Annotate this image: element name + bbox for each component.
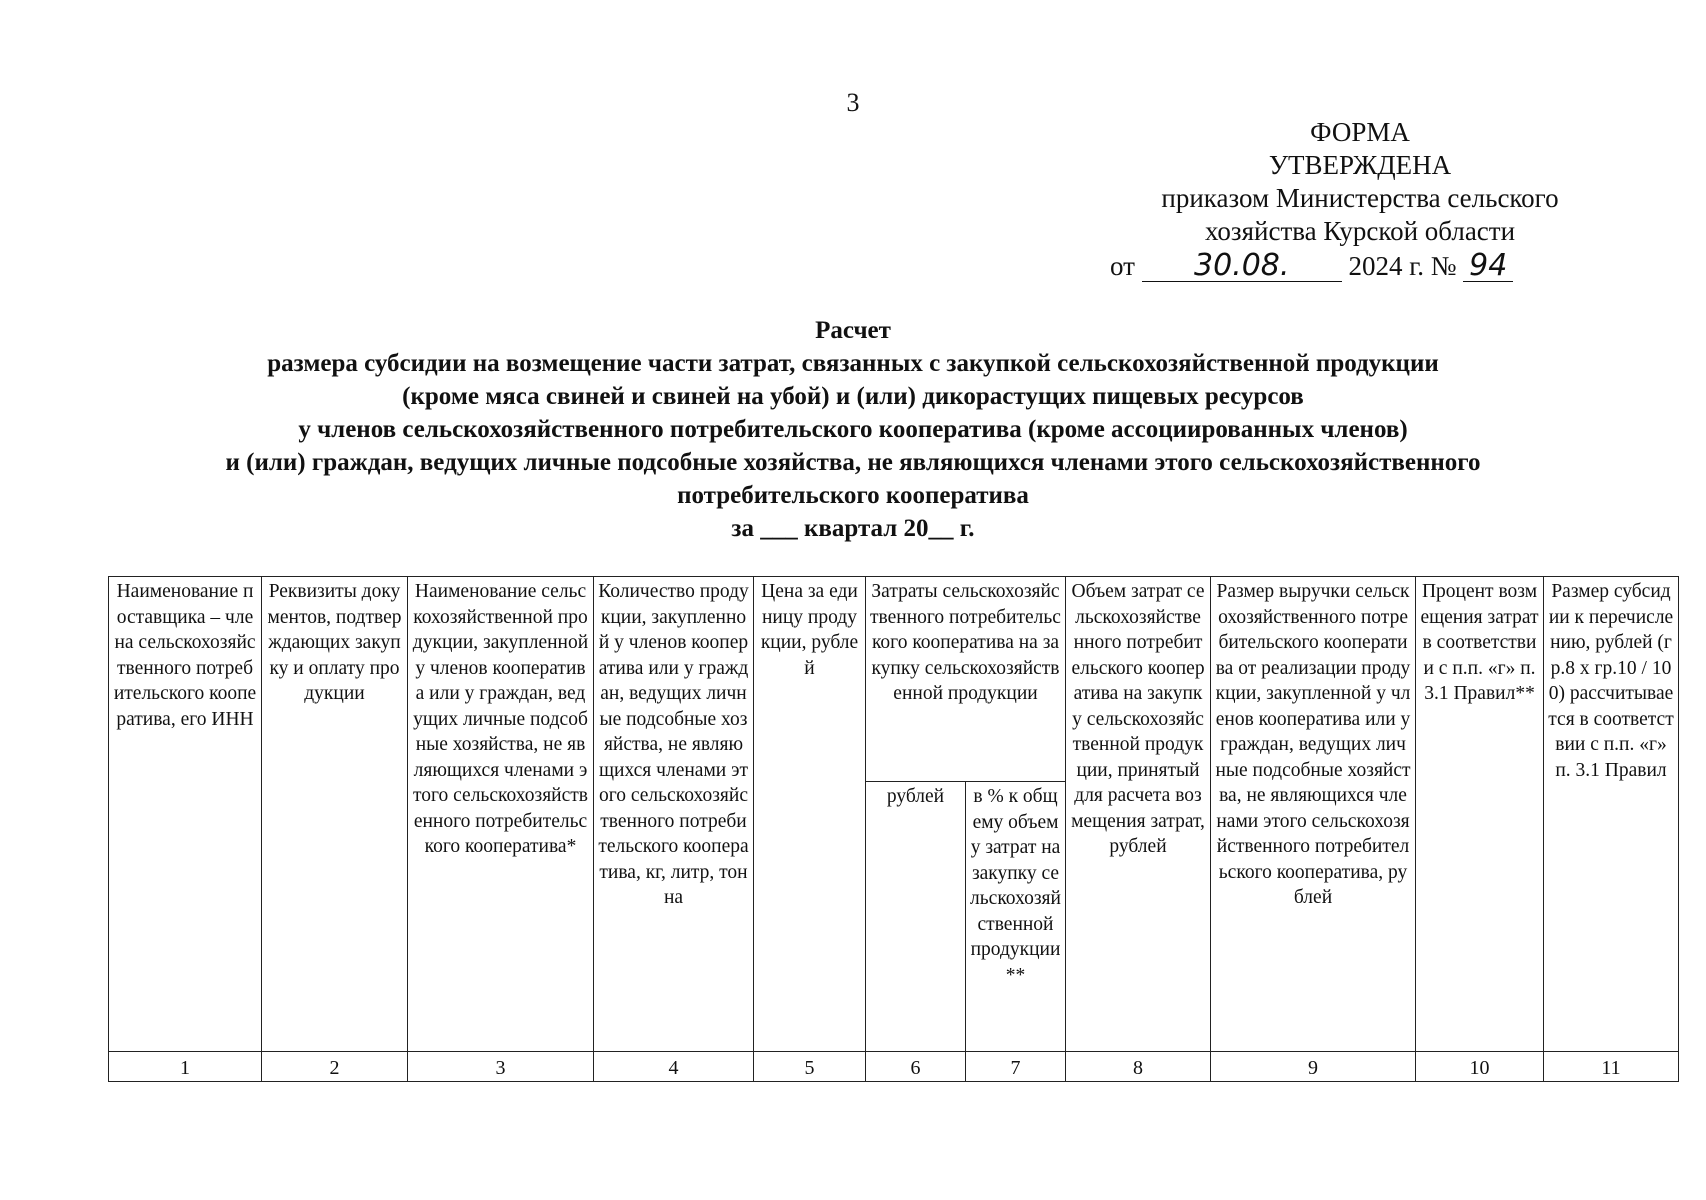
header-reimbursement-percent: Процент возмещения затрат в соответствии с п.п. «г» п.3.1 Правил** [1416, 577, 1544, 1052]
approval-ministry-line: хозяйства Курской области [1204, 216, 1516, 246]
column-number: 9 [1211, 1052, 1416, 1082]
calculation-table [108, 576, 1679, 1082]
approval-from-label: от [1110, 251, 1135, 281]
approval-date-row [1080, 250, 1640, 283]
table-header-row [109, 577, 1679, 782]
header-supplier: Наименование поставщика – члена сельскохозяйственного потребительского кооператива, его ИНН [109, 577, 262, 1052]
column-number: 7 [966, 1052, 1066, 1082]
column-number: 11 [1544, 1052, 1679, 1082]
title-line-7: за ___ квартал 20__ г. [731, 515, 975, 542]
column-number: 10 [1416, 1052, 1544, 1082]
title-line-5: и (или) граждан, ведущих личные подсобные хозяйства, не являющихся членами этого сельскохозяйственного [225, 449, 1481, 476]
header-quantity: Количество продукции, закупленной у членов кооператива или у граждан, ведущих личные подсобные хозяйства, не являющихся членами этого сельскохозяйственного потребительского кооператива, кг, литр, тонна [594, 577, 754, 1052]
approval-form-label: ФОРМА [1310, 117, 1410, 147]
subheader-rubles: рублей [866, 782, 966, 1052]
approval-stamp [1080, 116, 1640, 283]
header-revenue: Размер выручки сельскохозяйственного потребительского кооператива от реализации продукции, закупленной у членов кооператива или у граждан, ведущих личные подсобные хозяйства, не являющихся членами этого сельскохозяйственного потребительского кооператива, рублей [1211, 577, 1416, 1052]
title-line-6: потребительского кооператива [677, 482, 1029, 509]
title-line-4: у членов сельскохозяйственного потребительского кооператива (кроме ассоциированных членов) [298, 416, 1408, 443]
column-number: 2 [262, 1052, 408, 1082]
approval-approved-label: УТВЕРЖДЕНА [1268, 150, 1452, 180]
column-number: 6 [866, 1052, 966, 1082]
column-number: 8 [1066, 1052, 1211, 1082]
title-line-2: размера субсидии на возмещение части затрат, связанных с закупкой сельскохозяйственной продукции [267, 350, 1439, 377]
header-cost-volume: Объем затрат сельскохозяйственного потребительского кооператива на закупку сельскохозяйственной продукции, принятый для расчета возмещения затрат, рублей [1066, 577, 1211, 1052]
column-number: 4 [594, 1052, 754, 1082]
column-number: 3 [408, 1052, 594, 1082]
page-number: 3 [846, 88, 860, 117]
header-costs: Затраты сельскохозяйственного потребительского кооператива на закупку сельскохозяйственной продукции [866, 577, 1066, 782]
title-line-1: Расчет [815, 317, 891, 344]
column-number: 5 [754, 1052, 866, 1082]
approval-order-line: приказом Министерства сельского [1161, 183, 1559, 213]
approval-date-handwritten: 30.08. [1142, 251, 1342, 282]
header-subsidy-amount: Размер субсидии к перечислению, рублей (гр.8 х гр.10 / 100) рассчитывается в соответствии с п.п. «г» п. 3.1 Правил [1544, 577, 1679, 1052]
header-documents: Реквизиты документов, подтверждающих закупку и оплату продукции [262, 577, 408, 1052]
subheader-percent: в % к общему объему затрат на закупку сельскохозяйственной продукции** [966, 782, 1066, 1052]
approval-year-label: 2024 г. № [1348, 251, 1457, 281]
title-line-3: (кроме мяса свиней и свиней на убой) и (или) дикорастущих пищевых ресурсов [402, 383, 1304, 410]
column-number-row [109, 1052, 1679, 1082]
header-product-name: Наименование сельскохозяйственной продукции, закупленной у членов кооператива или у граждан, ведущих личные подсобные хозяйства, не являющихся членами этого сельскохозяйственного потребительского кооператива* [408, 577, 594, 1052]
approval-number-handwritten: 94 [1463, 251, 1513, 282]
column-number: 1 [109, 1052, 262, 1082]
document-title [40, 314, 1666, 545]
header-unit-price: Цена за единицу продукции, рублей [754, 577, 866, 1052]
